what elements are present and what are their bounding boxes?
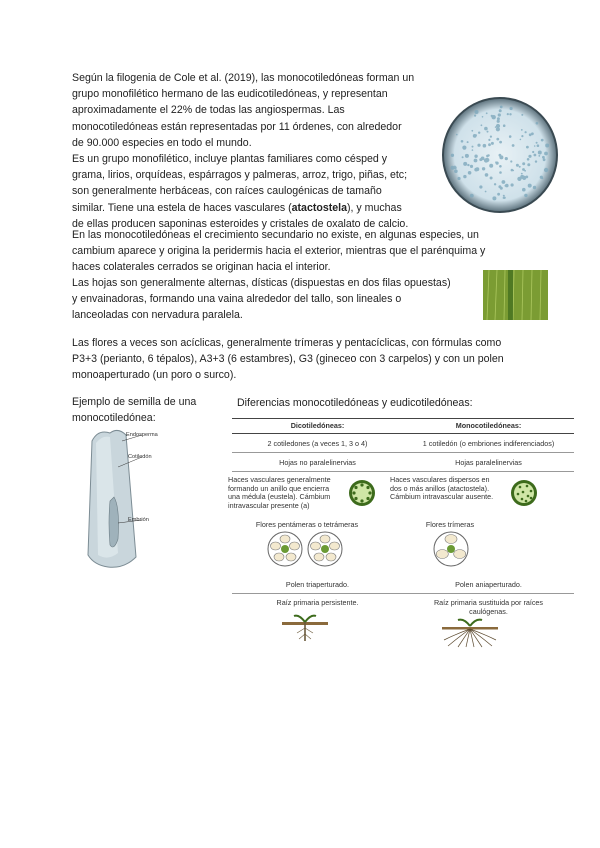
vascular-bundle-dot [499, 171, 502, 174]
vascular-bundle-dot [509, 135, 512, 138]
vascular-bundle-dot [524, 194, 527, 197]
text-line: Cámbium intravascular ausente. [390, 492, 494, 502]
vascular-bundle-dot [524, 170, 526, 172]
vascular-bundle-dot [541, 139, 544, 142]
vascular-bundle-dot [521, 129, 523, 131]
vascular-bundle-dot [534, 154, 537, 157]
vascular-bundle-dot [485, 158, 489, 162]
text-line: grama, lirios, orquídeas, espárragos y palmeras, arroz, trigo, piñas, etc; [72, 169, 408, 182]
monocot-stem-cross-section-image [440, 95, 560, 215]
vascular-bundle-dot [457, 177, 460, 180]
vascular-bundle-dot [532, 151, 534, 153]
vascular-bundle-dot [545, 144, 549, 148]
text-line: Haces vasculares generalmente [228, 475, 331, 484]
vascular-bundle-dot [503, 124, 506, 127]
vascular-bundle-dot [519, 166, 521, 168]
vascular-bundle-dot [544, 152, 548, 156]
vascular-bundle-dot [542, 156, 545, 159]
table-header [232, 421, 574, 430]
vascular-bundle-dot [472, 146, 474, 148]
table-row [232, 439, 574, 448]
vascular-bundle-dot [541, 177, 543, 179]
vascular-bundle-dot [517, 177, 521, 181]
text-segment: ), y muchas [347, 201, 402, 214]
bold-term-atactostela: atactostela [291, 201, 347, 214]
table-row-rule [232, 452, 574, 453]
vascular-bundle-dot [535, 160, 537, 162]
cell-cotyledons-monocots: 1 cotiledón (o embriones indiferenciados) [422, 439, 555, 448]
label-embryo: Embrión [128, 517, 149, 523]
atactostele-cross-section-icon [510, 479, 538, 507]
paragraph-phylogeny [72, 70, 414, 151]
text-line: y envainadoras, formando una vaina alrededor del tallo, son lineales o [72, 293, 402, 306]
vascular-bundle-dot [461, 140, 464, 143]
vascular-bundle-dot [463, 162, 467, 166]
text-line: Las flores a veces son acíclicas, generalmente trímeras y pentacíclicas, con fórmulas como [72, 337, 502, 349]
vascular-bundle-dot [498, 185, 501, 188]
vascular-bundle-dot [474, 115, 476, 117]
text-line: aproximadamente el 22% de todas las angiospermas. Las [72, 104, 345, 117]
text-line: de ellas producen saponinas esteroides y cristales de oxalato de calcio. [72, 217, 409, 230]
vascular-bundle-dot [512, 144, 515, 147]
vascular-bundle-dot [510, 107, 513, 110]
vascular-bundle-dot [485, 173, 489, 177]
vascular-bundle-dot [526, 146, 529, 149]
vascular-bundle-dot [490, 136, 492, 138]
text-line: En las monocotiledóneas el crecimiento secundario no existe, en algunas especies, un [72, 229, 479, 241]
cell-root-dicots: Raíz primaria persistente. [276, 598, 359, 607]
vascular-bundle-dot [451, 166, 455, 170]
vascular-bundle-dot [478, 132, 480, 134]
vascular-bundle-dot [463, 175, 466, 178]
vascular-bundle-dot [498, 113, 501, 116]
text-line: Según la filogenia de Cole et al. (2019), las monocotiledóneas forman un [72, 72, 415, 84]
text-line: caulógenas. [469, 607, 508, 616]
vascular-bundle-dot [528, 155, 531, 158]
vascular-bundle-dot [462, 156, 464, 158]
cell-leaves-dicots: Hojas no paralelinervias [279, 458, 356, 467]
vascular-bundle-dot [509, 113, 511, 115]
comparison-title: Diferencias monocotiledóneas y eudicotiledóneas: [237, 397, 473, 409]
vascular-bundle-dot [544, 168, 548, 172]
vascular-bundle-dot [505, 157, 508, 160]
vascular-bundle-dot [481, 124, 483, 126]
vascular-bundle-dot [470, 194, 474, 198]
vascular-bundle-dot [482, 116, 484, 118]
cell-pollen-monocots: Polen aniaperturado. [455, 580, 522, 589]
text-line: grupo monofilético hermano de las eudicotiledóneas, y representan [72, 88, 388, 101]
text-line: monocotiledónea: [72, 412, 156, 425]
vascular-bundle-dot [522, 188, 526, 192]
vascular-bundle-dot [454, 166, 456, 168]
vascular-bundle-dot [525, 131, 527, 133]
paragraph-group-description [72, 151, 408, 232]
text-line: son generalmente herbáceas, con raíces caulogénicas de tamaño [72, 185, 382, 198]
vascular-bundle-dot [499, 154, 502, 157]
vascular-bundle-dot [483, 144, 487, 148]
vascular-bundle-dot [543, 158, 546, 161]
vascular-bundle-dot [454, 169, 458, 173]
vascular-bundle-dot [487, 131, 489, 133]
vascular-bundle-dot [510, 160, 512, 162]
vascular-bundle-dot [485, 191, 487, 193]
text-line: monocotiledóneas están representadas por 11 órdenes, con alrededor [72, 120, 402, 133]
vascular-bundle-dot [534, 145, 536, 147]
vascular-bundle-dot [528, 184, 532, 188]
text-line: intravascular presente (a) [228, 500, 310, 510]
table-row-rule [232, 471, 574, 472]
vascular-bundle-dot [474, 155, 477, 158]
vascular-bundle-dot [474, 159, 478, 163]
cell-flowers-dicots: Flores pentámeras o tetrámeras [255, 520, 359, 529]
vascular-bundle-dot [475, 110, 479, 114]
vascular-bundle-dot [511, 183, 514, 186]
vascular-bundle-dot [482, 167, 485, 170]
vascular-bundle-dot [462, 146, 466, 150]
label-cotyledon: Cotiledón [128, 454, 152, 460]
vascular-bundle-dot [525, 176, 528, 179]
label-endosperm: Endosperma [126, 432, 158, 438]
vascular-bundle-dot [520, 139, 522, 141]
vascular-bundle-dot [492, 196, 496, 200]
vascular-bundle-dot [490, 177, 493, 180]
text-line: monoaperturado (un poro o surco). [72, 369, 237, 382]
vascular-bundle-dot [497, 193, 500, 196]
vascular-bundle-dot [499, 109, 502, 112]
table-header-rule [232, 433, 574, 434]
vascular-bundle-dot [503, 197, 505, 199]
cell-vascular-dicots [228, 476, 346, 510]
vascular-bundle-dot [499, 165, 502, 168]
vascular-bundle-dot [468, 171, 472, 175]
monocot-seed-diagram [74, 427, 174, 572]
text-line [72, 200, 408, 216]
cell-leaves-monocots: Hojas paralelinervias [455, 458, 522, 467]
vascular-bundle-dot [537, 144, 540, 147]
vascular-bundle-dot [475, 134, 477, 136]
vascular-bundle-dot [465, 154, 468, 157]
paragraph-flowers [72, 335, 504, 384]
vascular-bundle-dot [527, 163, 530, 166]
cell-pollen-dicots: Polen triaperturado. [285, 580, 350, 589]
vascular-bundle-dot [511, 169, 514, 172]
text-line: una médula (eustela). Cámbium [228, 492, 331, 502]
cell-flowers-monocots: Flores trímeras [425, 520, 475, 529]
table-row-rule [232, 593, 574, 594]
vascular-bundle-dot [496, 138, 499, 141]
vascular-bundle-dot [521, 114, 523, 116]
header-monocots: Monocotiledóneas: [455, 421, 522, 430]
text-segment: similar. Tiene una estela de haces vasculares ( [72, 201, 292, 214]
vascular-bundle-dot [486, 112, 488, 114]
vascular-bundle-dot [491, 142, 494, 145]
vascular-bundle-dot [451, 154, 454, 157]
eustele-cross-section-icon [348, 479, 376, 507]
vascular-bundle-dot [486, 155, 489, 158]
vascular-bundle-dot [522, 162, 525, 165]
vascular-bundle-dot [536, 142, 538, 144]
vascular-bundle-dot [477, 144, 480, 147]
text-line: formando un anillo que encierra [228, 483, 330, 493]
paragraph-secondary-growth [72, 227, 485, 276]
text-line: Las hojas son generalmente alternas, dísticas (dispuestas en dos filas opuestas) [72, 277, 451, 289]
vascular-bundle-dot [507, 113, 509, 115]
text-line: dos o más anillos (atactostela). [390, 483, 490, 493]
taproot-system-icon [282, 612, 328, 642]
cell-root-monocots [403, 598, 574, 616]
text-line: cambium aparece y origina la peridermis hacia el exterior, mientras que el parénquima y [72, 245, 486, 258]
fibrous-root-system-icon [440, 618, 500, 648]
vascular-bundle-dot [471, 130, 473, 132]
vascular-bundle-dot [531, 132, 534, 135]
table-row [232, 458, 574, 467]
text-line: Ejemplo de semilla de una [72, 396, 197, 408]
text-line: lanceoladas con nervadura paralela. [72, 309, 243, 322]
vascular-bundle-dot [495, 161, 497, 163]
text-line: Raíz primaria sustituida por raíces [433, 598, 544, 607]
vascular-bundle-dot [492, 115, 496, 119]
vascular-bundle-dot [540, 152, 542, 154]
vascular-bundle-dot [521, 135, 523, 137]
vascular-bundle-dot [521, 173, 523, 175]
seed-section-title [72, 394, 196, 426]
vascular-bundle-dot [467, 164, 469, 166]
vascular-bundle-dot [496, 124, 500, 128]
vascular-bundle-dot [538, 155, 540, 157]
paragraph-leaves [72, 275, 451, 324]
trimerous-flower-diagram [432, 530, 470, 568]
vascular-bundle-dot [499, 141, 502, 144]
text-line: de 90.000 especies en todo el mundo. [72, 136, 252, 149]
cell-vascular-monocots [390, 476, 508, 502]
vascular-bundle-dot [503, 195, 505, 197]
vascular-bundle-dot [497, 117, 500, 120]
vascular-bundle-dot [495, 126, 497, 128]
vascular-bundle-dot [516, 164, 519, 167]
vascular-bundle-dot [500, 106, 503, 109]
vascular-bundle-dot [472, 149, 474, 151]
text-line: Es un grupo monofilético, incluye plantas familiares como césped y [72, 153, 388, 165]
text-line: haces colaterales cerrados se originan hacia el interior. [72, 261, 331, 274]
vascular-bundle-dot [536, 122, 539, 125]
vascular-bundle-dot [504, 185, 506, 187]
vascular-bundle-dot [484, 127, 488, 131]
vascular-bundle-dot [467, 141, 469, 143]
vascular-bundle-dot [489, 164, 493, 168]
vascular-bundle-dot [502, 180, 506, 184]
cell-cotyledons-dicots: 2 cotiledones (a veces 1, 3 o 4) [267, 439, 368, 448]
vascular-bundle-dot [494, 183, 496, 185]
vascular-bundle-dot [474, 168, 478, 172]
vascular-bundle-dot [479, 185, 482, 188]
text-line: P3+3 (perianto, 6 tépalos), A3+3 (6 estambres), G3 (gineceo con 3 carpelos) y con un polen [72, 353, 504, 366]
table-top-rule [232, 418, 574, 419]
vascular-bundle-dot [456, 134, 458, 136]
vascular-bundle-dot [533, 186, 536, 189]
text-line: Haces vasculares dispersos en [390, 475, 490, 484]
header-dicots: Dicotiledóneas: [290, 421, 345, 430]
parallel-vein-leaf-image [483, 270, 548, 320]
vascular-bundle-dot [470, 165, 473, 168]
vascular-bundle-dot [488, 143, 491, 146]
vascular-bundle-dot [479, 158, 482, 161]
vascular-bundle-dot [488, 139, 490, 141]
vascular-bundle-dot [527, 158, 530, 161]
pentamerous-flower-diagrams [266, 530, 346, 568]
